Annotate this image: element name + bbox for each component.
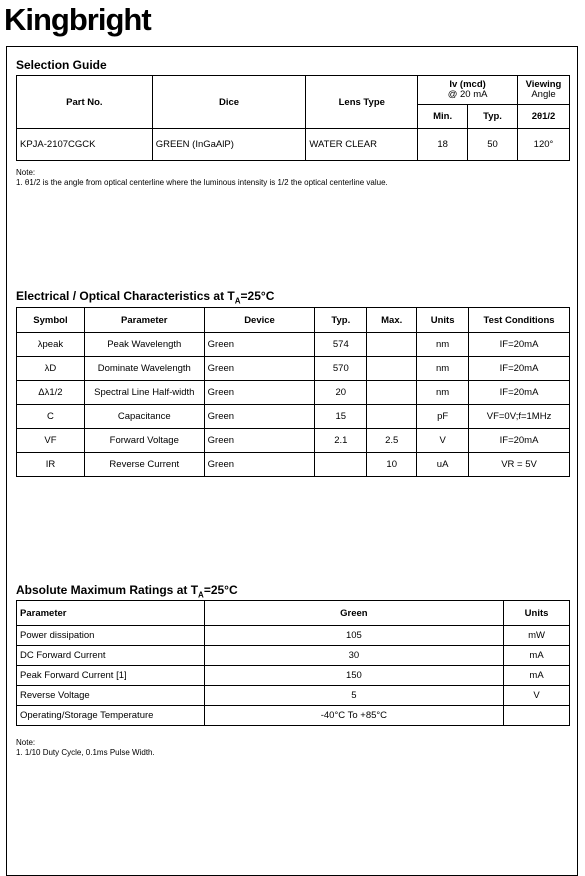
cell-device: Green: [204, 405, 315, 429]
cell-test-condition: VF=0V;f=1MHz: [469, 405, 570, 429]
cell-parameter: Spectral Line Half-width: [84, 381, 204, 405]
cell-value: 105: [204, 626, 503, 646]
absolute-row: [17, 666, 570, 686]
header-min: Min.: [418, 105, 468, 129]
cell-test-condition: IF=20mA: [469, 357, 570, 381]
cell-parameter: Peak Wavelength: [84, 333, 204, 357]
cell-parameter: Peak Forward Current [1]: [17, 666, 205, 686]
cell-typ: 50: [468, 129, 518, 161]
selection-guide-title: Selection Guide: [16, 58, 107, 72]
absolute-note-text: 1. 1/10 Duty Cycle, 0.1ms Pulse Width.: [16, 748, 155, 757]
cell-test-condition: IF=20mA: [469, 381, 570, 405]
cell-units: [504, 706, 570, 726]
cell-device: Green: [204, 453, 315, 477]
cell-symbol: Δλ1/2: [17, 381, 85, 405]
cell-test-condition: VR = 5V: [469, 453, 570, 477]
cell-max: 10: [367, 453, 417, 477]
cell-device: Green: [204, 357, 315, 381]
cell-units: uA: [417, 453, 469, 477]
header-lens-type: Lens Type: [306, 76, 418, 129]
elec-header-symbol: Symbol: [17, 308, 85, 333]
cell-min: 18: [418, 129, 468, 161]
header-viewing-angle: [518, 76, 570, 105]
cell-lens-type: WATER CLEAR: [306, 129, 418, 161]
selection-note: [16, 168, 388, 188]
cell-units: mA: [504, 646, 570, 666]
cell-test-condition: IF=20mA: [469, 333, 570, 357]
cell-parameter: Operating/Storage Temperature: [17, 706, 205, 726]
absolute-title-tail: =25°C: [203, 583, 238, 597]
cell-units: nm: [417, 333, 469, 357]
absolute-row: [17, 626, 570, 646]
header-iv-line1: Iv (mcd): [449, 79, 486, 90]
cell-max: [367, 405, 417, 429]
absolute-table-body: [17, 626, 570, 726]
absolute-table: [16, 600, 570, 726]
abs-header-green: Green: [204, 601, 503, 626]
brand-logo: Kingbright: [4, 2, 151, 37]
selection-note-label: Note:: [16, 168, 36, 177]
cell-parameter: Capacitance: [84, 405, 204, 429]
abs-header-units: Units: [504, 601, 570, 626]
elec-header-typ: Typ.: [315, 308, 367, 333]
cell-dice: GREEN (InGaAlP): [152, 129, 306, 161]
cell-symbol: IR: [17, 453, 85, 477]
cell-value: 5: [204, 686, 503, 706]
cell-max: 2.5: [367, 429, 417, 453]
header-typ: Typ.: [468, 105, 518, 129]
cell-max: [367, 357, 417, 381]
cell-typ: 574: [315, 333, 367, 357]
cell-typ: 570: [315, 357, 367, 381]
cell-parameter: Dominate Wavelength: [84, 357, 204, 381]
cell-angle: 120°: [518, 129, 570, 161]
electrical-row: [17, 357, 570, 381]
absolute-row: [17, 686, 570, 706]
header-viewing-line1: Viewing: [525, 79, 562, 90]
cell-units: nm: [417, 381, 469, 405]
electrical-row: [17, 453, 570, 477]
cell-units: mA: [504, 666, 570, 686]
electrical-table: [16, 307, 570, 477]
abs-header-parameter: Parameter: [17, 601, 205, 626]
cell-device: Green: [204, 381, 315, 405]
absolute-note-label: Note:: [16, 738, 36, 747]
electrical-table-body: [17, 333, 570, 477]
cell-parameter: Forward Voltage: [84, 429, 204, 453]
electrical-row: [17, 381, 570, 405]
header-angle-symbol: 2θ1/2: [518, 105, 570, 129]
header-dice: Dice: [152, 76, 306, 129]
cell-units: nm: [417, 357, 469, 381]
cell-symbol: C: [17, 405, 85, 429]
cell-typ: 20: [315, 381, 367, 405]
cell-typ: 2.1: [315, 429, 367, 453]
absolute-note: [16, 738, 155, 758]
cell-test-condition: IF=20mA: [469, 429, 570, 453]
cell-units: V: [417, 429, 469, 453]
cell-units: pF: [417, 405, 469, 429]
selection-guide-table: [16, 75, 570, 161]
cell-parameter: Reverse Voltage: [17, 686, 205, 706]
header-part-no: Part No.: [17, 76, 153, 129]
cell-value: -40°C To +85°C: [204, 706, 503, 726]
header-iv-line2: @ 20 mA: [447, 89, 488, 100]
elec-header-max: Max.: [367, 308, 417, 333]
absolute-row: [17, 706, 570, 726]
cell-max: [367, 333, 417, 357]
elec-header-units: Units: [417, 308, 469, 333]
header-viewing-line2: Angle: [531, 89, 556, 100]
cell-parameter: Reverse Current: [84, 453, 204, 477]
absolute-row: [17, 646, 570, 666]
cell-symbol: λpeak: [17, 333, 85, 357]
cell-symbol: λD: [17, 357, 85, 381]
cell-units: mW: [504, 626, 570, 646]
cell-symbol: VF: [17, 429, 85, 453]
electrical-row: [17, 429, 570, 453]
cell-parameter: Power dissipation: [17, 626, 205, 646]
absolute-title-sub: A: [198, 590, 204, 600]
cell-value: 150: [204, 666, 503, 686]
header-iv: [418, 76, 518, 105]
cell-typ: 15: [315, 405, 367, 429]
cell-parameter: DC Forward Current: [17, 646, 205, 666]
cell-device: Green: [204, 429, 315, 453]
absolute-title: [16, 583, 238, 599]
absolute-title-text: Absolute Maximum Ratings at T: [16, 583, 199, 597]
cell-part-no: KPJA-2107CGCK: [17, 129, 153, 161]
elec-header-device: Device: [204, 308, 315, 333]
electrical-title-sub: A: [234, 296, 241, 306]
cell-value: 30: [204, 646, 503, 666]
cell-max: [367, 381, 417, 405]
electrical-title: [16, 289, 274, 305]
selection-note-text: 1. θ1/2 is the angle from optical centerline where the luminous intensity is 1/2 the optical centerline value.: [16, 178, 388, 187]
electrical-row: [17, 405, 570, 429]
elec-header-parameter: Parameter: [84, 308, 204, 333]
cell-units: V: [504, 686, 570, 706]
electrical-title-tail: =25°C: [240, 289, 275, 303]
cell-typ: [315, 453, 367, 477]
electrical-title-text: Electrical / Optical Characteristics at T: [16, 289, 235, 303]
cell-device: Green: [204, 333, 315, 357]
elec-header-test-conditions: Test Conditions: [469, 308, 570, 333]
electrical-row: [17, 333, 570, 357]
